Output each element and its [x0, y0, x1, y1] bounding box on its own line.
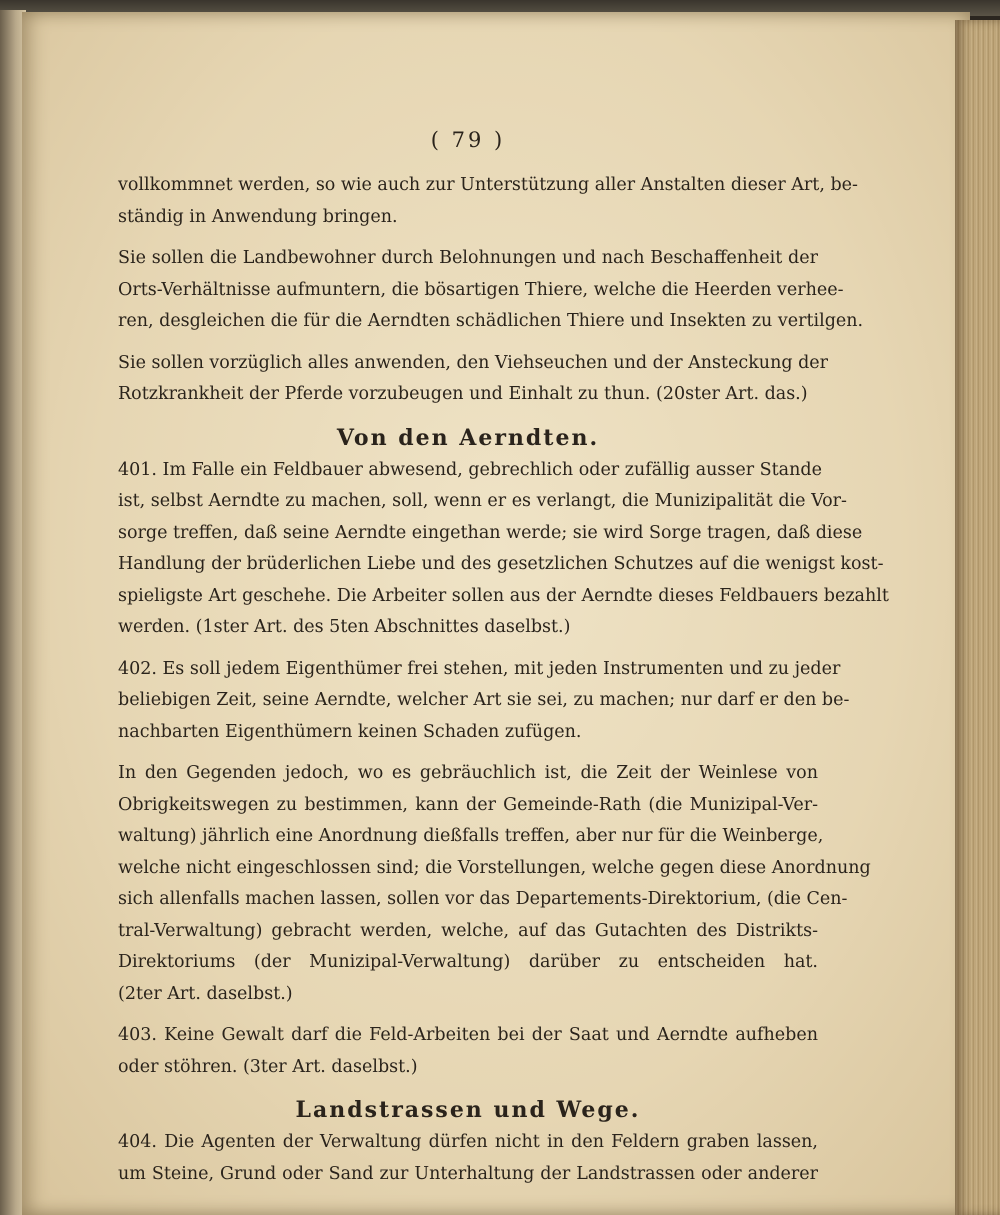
paragraph [118, 243, 864, 338]
text-line: Sie sollen vorzüglich alles anwenden, den Viehseuchen und der Ansteckung der [118, 352, 829, 373]
text-line: tral-Verwaltung) gebracht werden, welche, auf das Gutachten des Distrikts- [118, 920, 818, 941]
text-line: 402. Es soll jedem Eigenthümer frei stehen, mit jeden Instrumenten und zu jeder [118, 658, 841, 679]
paragraph-401 [118, 455, 889, 644]
text-line: werden. (1ster Art. des 5ten Abschnittes daselbst.) [118, 617, 571, 637]
text-line: 403. Keine Gewalt darf die Feld-Arbeiten bei der Saat und Aerndte aufheben [118, 1025, 818, 1045]
section-heading: Von den Aerndten. [336, 424, 600, 451]
text-line: um Steine, Grund oder Sand zur Unterhaltung der Landstrassen oder anderer [118, 1163, 818, 1184]
text-line: Direktoriums (der Munizipal-Verwaltung) darüber zu entscheiden hat. [118, 952, 818, 972]
text-line: spieligste Art geschehe. Die Arbeiter sollen aus der Aerndte dieses Feldbauers bezahlt [118, 585, 889, 606]
text-line: Handlung der brüderlichen Liebe und des gesetzlichen Schutzes auf die wenigst kost- [118, 554, 884, 574]
text-line: nachbarten Eigenthümern keinen Schaden zufügen. [118, 721, 582, 742]
text-line: Obrigkeitswegen zu bestimmen, kann der Gemeinde-Rath (die Munizipal-Ver- [118, 794, 818, 815]
text-line: (2ter Art. daselbst.) [118, 983, 293, 1004]
text-line: Rotzkrankheit der Pferde vorzubeugen und Einhalt zu thun. (20ster Art. das.) [118, 384, 808, 404]
paragraph-403 [118, 1020, 818, 1083]
section-heading: Landstrassen und Wege. [295, 1097, 641, 1123]
text-line: 401. Im Falle ein Feldbauer abwesend, gebrechlich oder zufällig ausser Stande [118, 459, 822, 480]
text-line: sorge treffen, daß seine Aerndte eingethan werde; sie wird Sorge tragen, daß diese [118, 522, 863, 543]
text-line: sich allenfalls machen lassen, sollen vor das Departements-Direktorium, (die Cen- [118, 889, 848, 909]
book-fore-edge [955, 20, 1000, 1215]
text-line: oder stöhren. (3ter Art. daselbst.) [118, 1056, 418, 1077]
paragraph [118, 348, 829, 411]
page-text [118, 120, 889, 1200]
text-line: beliebigen Zeit, seine Aerndte, welcher Art sie sei, zu machen; nur darf er den be- [118, 690, 850, 710]
page-number: ( 79 ) [430, 128, 506, 152]
text-line: welche nicht eingeschlossen sind; die Vorstellungen, welche gegen diese Anordnung [118, 857, 871, 878]
text-line: waltung) jährlich eine Anordnung dießfalls treffen, aber nur für die Weinberge, [118, 826, 824, 846]
paragraph-402 [118, 654, 850, 749]
text-line: vollkommnet werden, so wie auch zur Unterstützung aller Anstalten dieser Art, be- [118, 175, 858, 195]
text-line: ren, desgleichen die für die Aerndten schädlichen Thiere und Insekten zu vertilgen. [118, 311, 864, 331]
text-line: ständig in Anwendung bringen. [118, 206, 398, 227]
paragraph [118, 170, 858, 233]
text-line: In den Gegenden jedoch, wo es gebräuchlich ist, die Zeit der Weinlese von [118, 763, 818, 783]
paragraph-404 [118, 1127, 818, 1190]
text-line: Orts-Verhältnisse aufmuntern, die bösartigen Thiere, welche die Heerden verhee- [118, 279, 844, 300]
paragraph [118, 758, 871, 1010]
text-line: Sie sollen die Landbewohner durch Belohnungen und nach Beschaffenheit der [118, 248, 818, 268]
text-line: ist, selbst Aerndte zu machen, soll, wenn er es verlangt, die Munizipalität die Vor- [118, 491, 847, 511]
text-line: 404. Die Agenten der Verwaltung dürfen nicht in den Feldern graben lassen, [118, 1132, 818, 1152]
